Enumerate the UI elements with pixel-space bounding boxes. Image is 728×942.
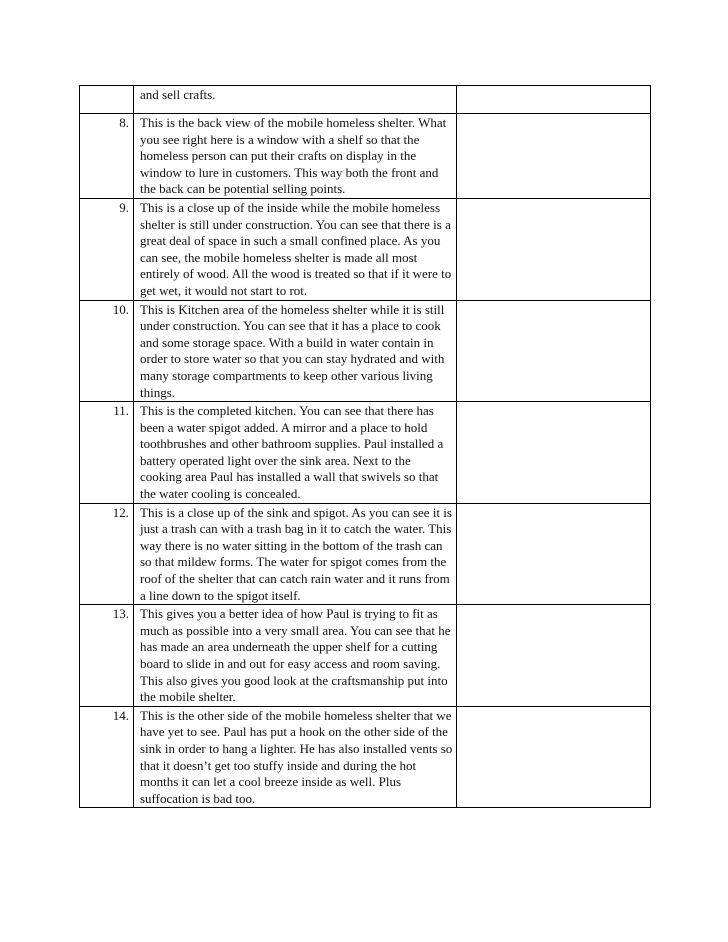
table-row [80, 503, 651, 605]
notes-cell [457, 706, 651, 808]
shot-description [134, 402, 457, 504]
table-row [80, 706, 651, 808]
shot-number: 13. [80, 605, 134, 707]
shot-number: 8. [80, 114, 134, 199]
shot-description-table [79, 85, 651, 808]
description-text: This is a close up of the inside while the mobile homeless shelter is still under construction. You can see that there is a great deal of space in such a small confined place. As you can see, the mobile homeless shelter is made all most entirely of wood. All the wood is treated so that if it were to get wet, it would not start to rot. [140, 199, 452, 298]
description-text: and sell crafts. [140, 87, 216, 102]
description-text: This is Kitchen area of the homeless shelter while it is still under construction. You can see that it has a place to cook and some storage space. With a build in water contain in order to store water so that you can stay hydrated and with many storage compartments to keep other various living things. [140, 301, 445, 400]
shot-description [134, 503, 457, 605]
notes-cell [457, 198, 651, 300]
notes-cell [457, 402, 651, 504]
shot-number: 11. [80, 402, 134, 504]
table-row [80, 114, 651, 199]
shot-number: 10. [80, 300, 134, 402]
table-row [80, 300, 651, 402]
table-row [80, 605, 651, 707]
shot-description [134, 605, 457, 707]
table-row [80, 86, 651, 114]
notes-cell [457, 114, 651, 199]
shot-description [134, 300, 457, 402]
description-text: This is the completed kitchen. You can see that there has been a water spigot added. A mirror and a place to hold toothbrushes and other bathroom supplies. Paul installed a battery operated light over the sink area. Next to the cooking area Paul has installed a wall that swivels so that the water cooling is concealed. [140, 403, 444, 502]
shot-number [80, 86, 134, 114]
shot-description [134, 114, 457, 199]
shot-description [134, 706, 457, 808]
description-text: This is the back view of the mobile homeless shelter. What you see right here is a window with a shelf so that the homeless person can put their crafts on display in the window to lure in customers. This way both the front and the back can be potential selling points. [140, 115, 447, 197]
description-text: This is a close up of the sink and spigot. As you can see it is just a trash can with a trash bag in it to catch the water. This way there is no water sitting in the bottom of the trash can so that mildew forms. The water for spigot comes from the roof of the shelter that can catch rain water and it runs from a line down to the spigot itself. [140, 504, 452, 603]
shot-number: 9. [80, 198, 134, 300]
shot-number: 14. [80, 706, 134, 808]
table-row [80, 402, 651, 504]
description-text: This gives you a better idea of how Paul is trying to fit as much as possible into a very small area. You can see that he has made an area underneath the upper shelf for a cutting board to slide in and out for easy access and room saving. This also gives you good look at the craftsmanship put into the mobile shelter. [140, 606, 451, 705]
notes-cell [457, 605, 651, 707]
shot-description [134, 198, 457, 300]
notes-cell [457, 86, 651, 114]
shot-number: 12. [80, 503, 134, 605]
notes-cell [457, 503, 651, 605]
shot-description [134, 86, 457, 114]
table-row [80, 198, 651, 300]
notes-cell [457, 300, 651, 402]
description-text: This is the other side of the mobile homeless shelter that we have yet to see. Paul has put a hook on the other side of the sink in order to hang a lighter. He has also installed vents so that it doesn’t get too stuffy inside and during the hot months it can let a cool breeze inside as well. Plus suffocation is bad too. [140, 707, 453, 806]
